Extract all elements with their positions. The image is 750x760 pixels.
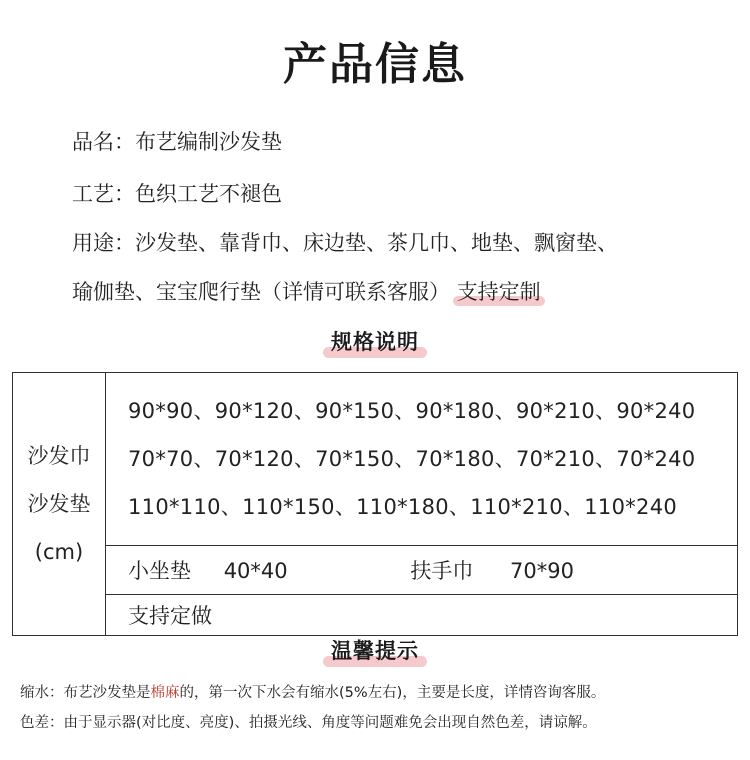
custom-made-label: 支持定做 (128, 604, 212, 628)
size-row: 90*90、90*120、90*150、90*180、90*210、90*240 (128, 399, 696, 423)
usage-value-line1: 沙发垫、靠背巾、床边垫、茶几巾、地垫、飘窗垫、 (135, 231, 618, 255)
shrink-label: 缩水： (20, 685, 64, 701)
small-cushion-size: 40*40 (223, 559, 288, 583)
small-items-row (106, 546, 738, 595)
category-line: (cm) (34, 540, 84, 564)
shrink-text-post: 的，第一次下水会有缩水(5%左右)，主要是长度，详情咨询客服。 (179, 685, 606, 701)
color-text: 由于显示器(对比度、亮度)、拍摄光线、角度等问题难免会出现自然色差，请谅解。 (63, 715, 597, 731)
craft-line (72, 178, 282, 208)
page-title: 产品信息 (283, 39, 467, 90)
craft-value: 色织工艺不褪色 (135, 182, 282, 206)
tips-heading-text: 温馨提示 (331, 635, 419, 665)
armrest-size: 70*90 (510, 559, 574, 583)
size-row: 70*70、70*120、70*150、70*180、70*210、70*240 (128, 447, 696, 471)
usage-line-2 (72, 276, 541, 306)
category-line: 沙发垫 (27, 492, 91, 516)
usage-value-line2: 瑜伽垫、宝宝爬行垫（详情可联系客服） (72, 280, 450, 304)
product-name-value: 布艺编制沙发垫 (135, 130, 282, 154)
armrest-label: 扶手巾 (410, 559, 474, 583)
size-row: 110*110、110*150、110*180、110*210、110*240 (128, 495, 678, 519)
product-name-label: 品名： (72, 130, 135, 154)
shrink-text-pre: 布艺沙发垫是 (63, 685, 151, 701)
usage-label: 用途： (72, 231, 135, 255)
shrink-tip (20, 681, 605, 702)
size-list-cell (106, 373, 738, 546)
usage-line (72, 227, 618, 257)
spec-heading (0, 326, 750, 356)
custom-row (106, 595, 738, 636)
spec-heading-text: 规格说明 (331, 326, 419, 356)
product-name-line (72, 126, 282, 156)
spec-table (12, 372, 738, 636)
custom-support-highlight: 支持定制 (457, 276, 541, 306)
category-cell (13, 373, 106, 636)
category-line: 沙发巾 (27, 444, 91, 468)
craft-label: 工艺： (72, 182, 135, 206)
color-label: 色差： (20, 715, 64, 731)
small-cushion-label: 小坐垫 (128, 559, 191, 583)
tips-heading (0, 635, 750, 665)
shrink-material-accent: 棉麻 (150, 685, 180, 701)
color-tip (20, 711, 597, 732)
